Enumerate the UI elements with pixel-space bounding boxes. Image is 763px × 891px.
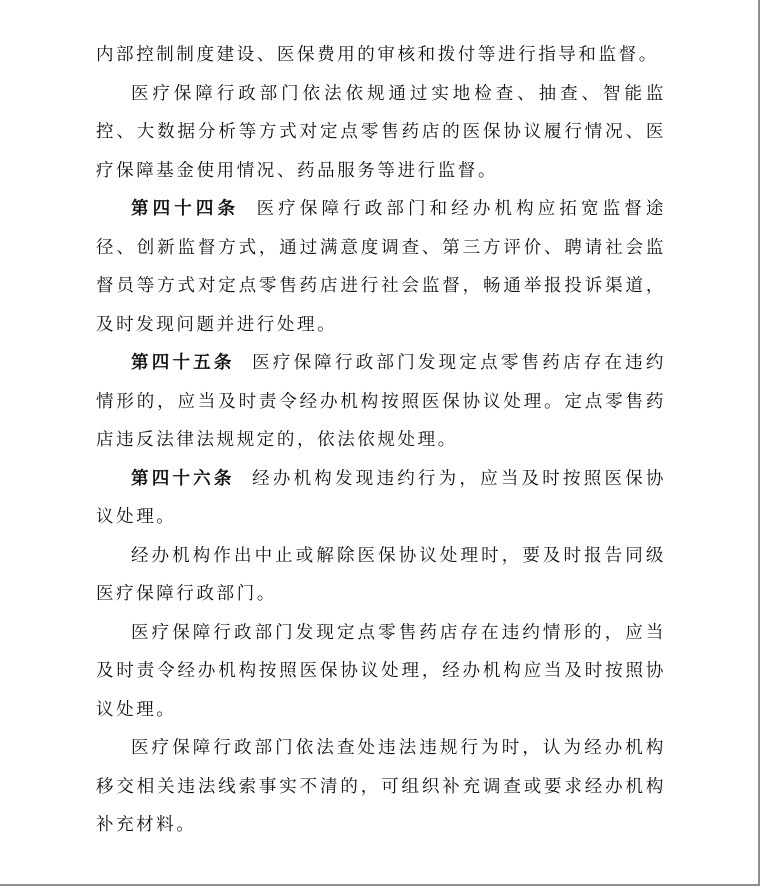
paragraph-text: 经办机构作出中止或解除医保协议处理时，要及时报告同级医疗保障行政部门。 xyxy=(96,545,666,604)
article-number: 第四十四条 xyxy=(131,199,240,219)
article-46 xyxy=(96,460,666,537)
paragraph xyxy=(96,75,666,191)
article-45 xyxy=(96,344,666,460)
paragraph-text: 经办机构发现违约行为，应当及时按照医保协议处理。 xyxy=(96,468,666,527)
paragraph-text: 医疗保障行政部门依法依规通过实地检查、抽查、智能监控、大数据分析等方式对定点零售药店的医保协议履行情况、医疗保障基金使用情况、药品服务等进行监督。 xyxy=(96,83,666,181)
article-number: 第四十五条 xyxy=(131,353,235,373)
paragraph xyxy=(96,729,666,845)
paragraph-text: 医疗保障行政部门发现定点零售药店存在违约情形的，应当及时责令经办机构按照医保协议处理。定点零售药店违反法律法规规定的，依法依规处理。 xyxy=(96,353,666,450)
paragraph-text: 医疗保障行政部门依法查处违法违规行为时，认为经办机构移交相关违法线索事实不清的，可组织补充调查或要求经办机构补充材料。 xyxy=(96,738,666,835)
paragraph xyxy=(96,537,666,614)
document-body xyxy=(96,36,666,845)
paragraph-continuation xyxy=(96,36,666,75)
article-number: 第四十六条 xyxy=(131,468,235,489)
paragraph-text: 医疗保障行政部门发现定点零售药店存在违约情形的，应当及时责令经办机构按照医保协议处理，经办机构应当及时按照协议处理。 xyxy=(96,622,666,720)
paragraph-text: 医疗保障行政部门和经办机构应拓宽监督途径、创新监督方式，通过满意度调查、第三方评价、聘请社会监督员等方式对定点零售药店进行社会监督，畅通举报投诉渠道，及时发现问题并进行处理。 xyxy=(96,199,667,335)
paragraph-text: 内部控制制度建设、医保费用的审核和拨付等进行指导和监督。 xyxy=(96,45,659,65)
article-44 xyxy=(96,190,666,344)
paragraph xyxy=(96,614,666,730)
